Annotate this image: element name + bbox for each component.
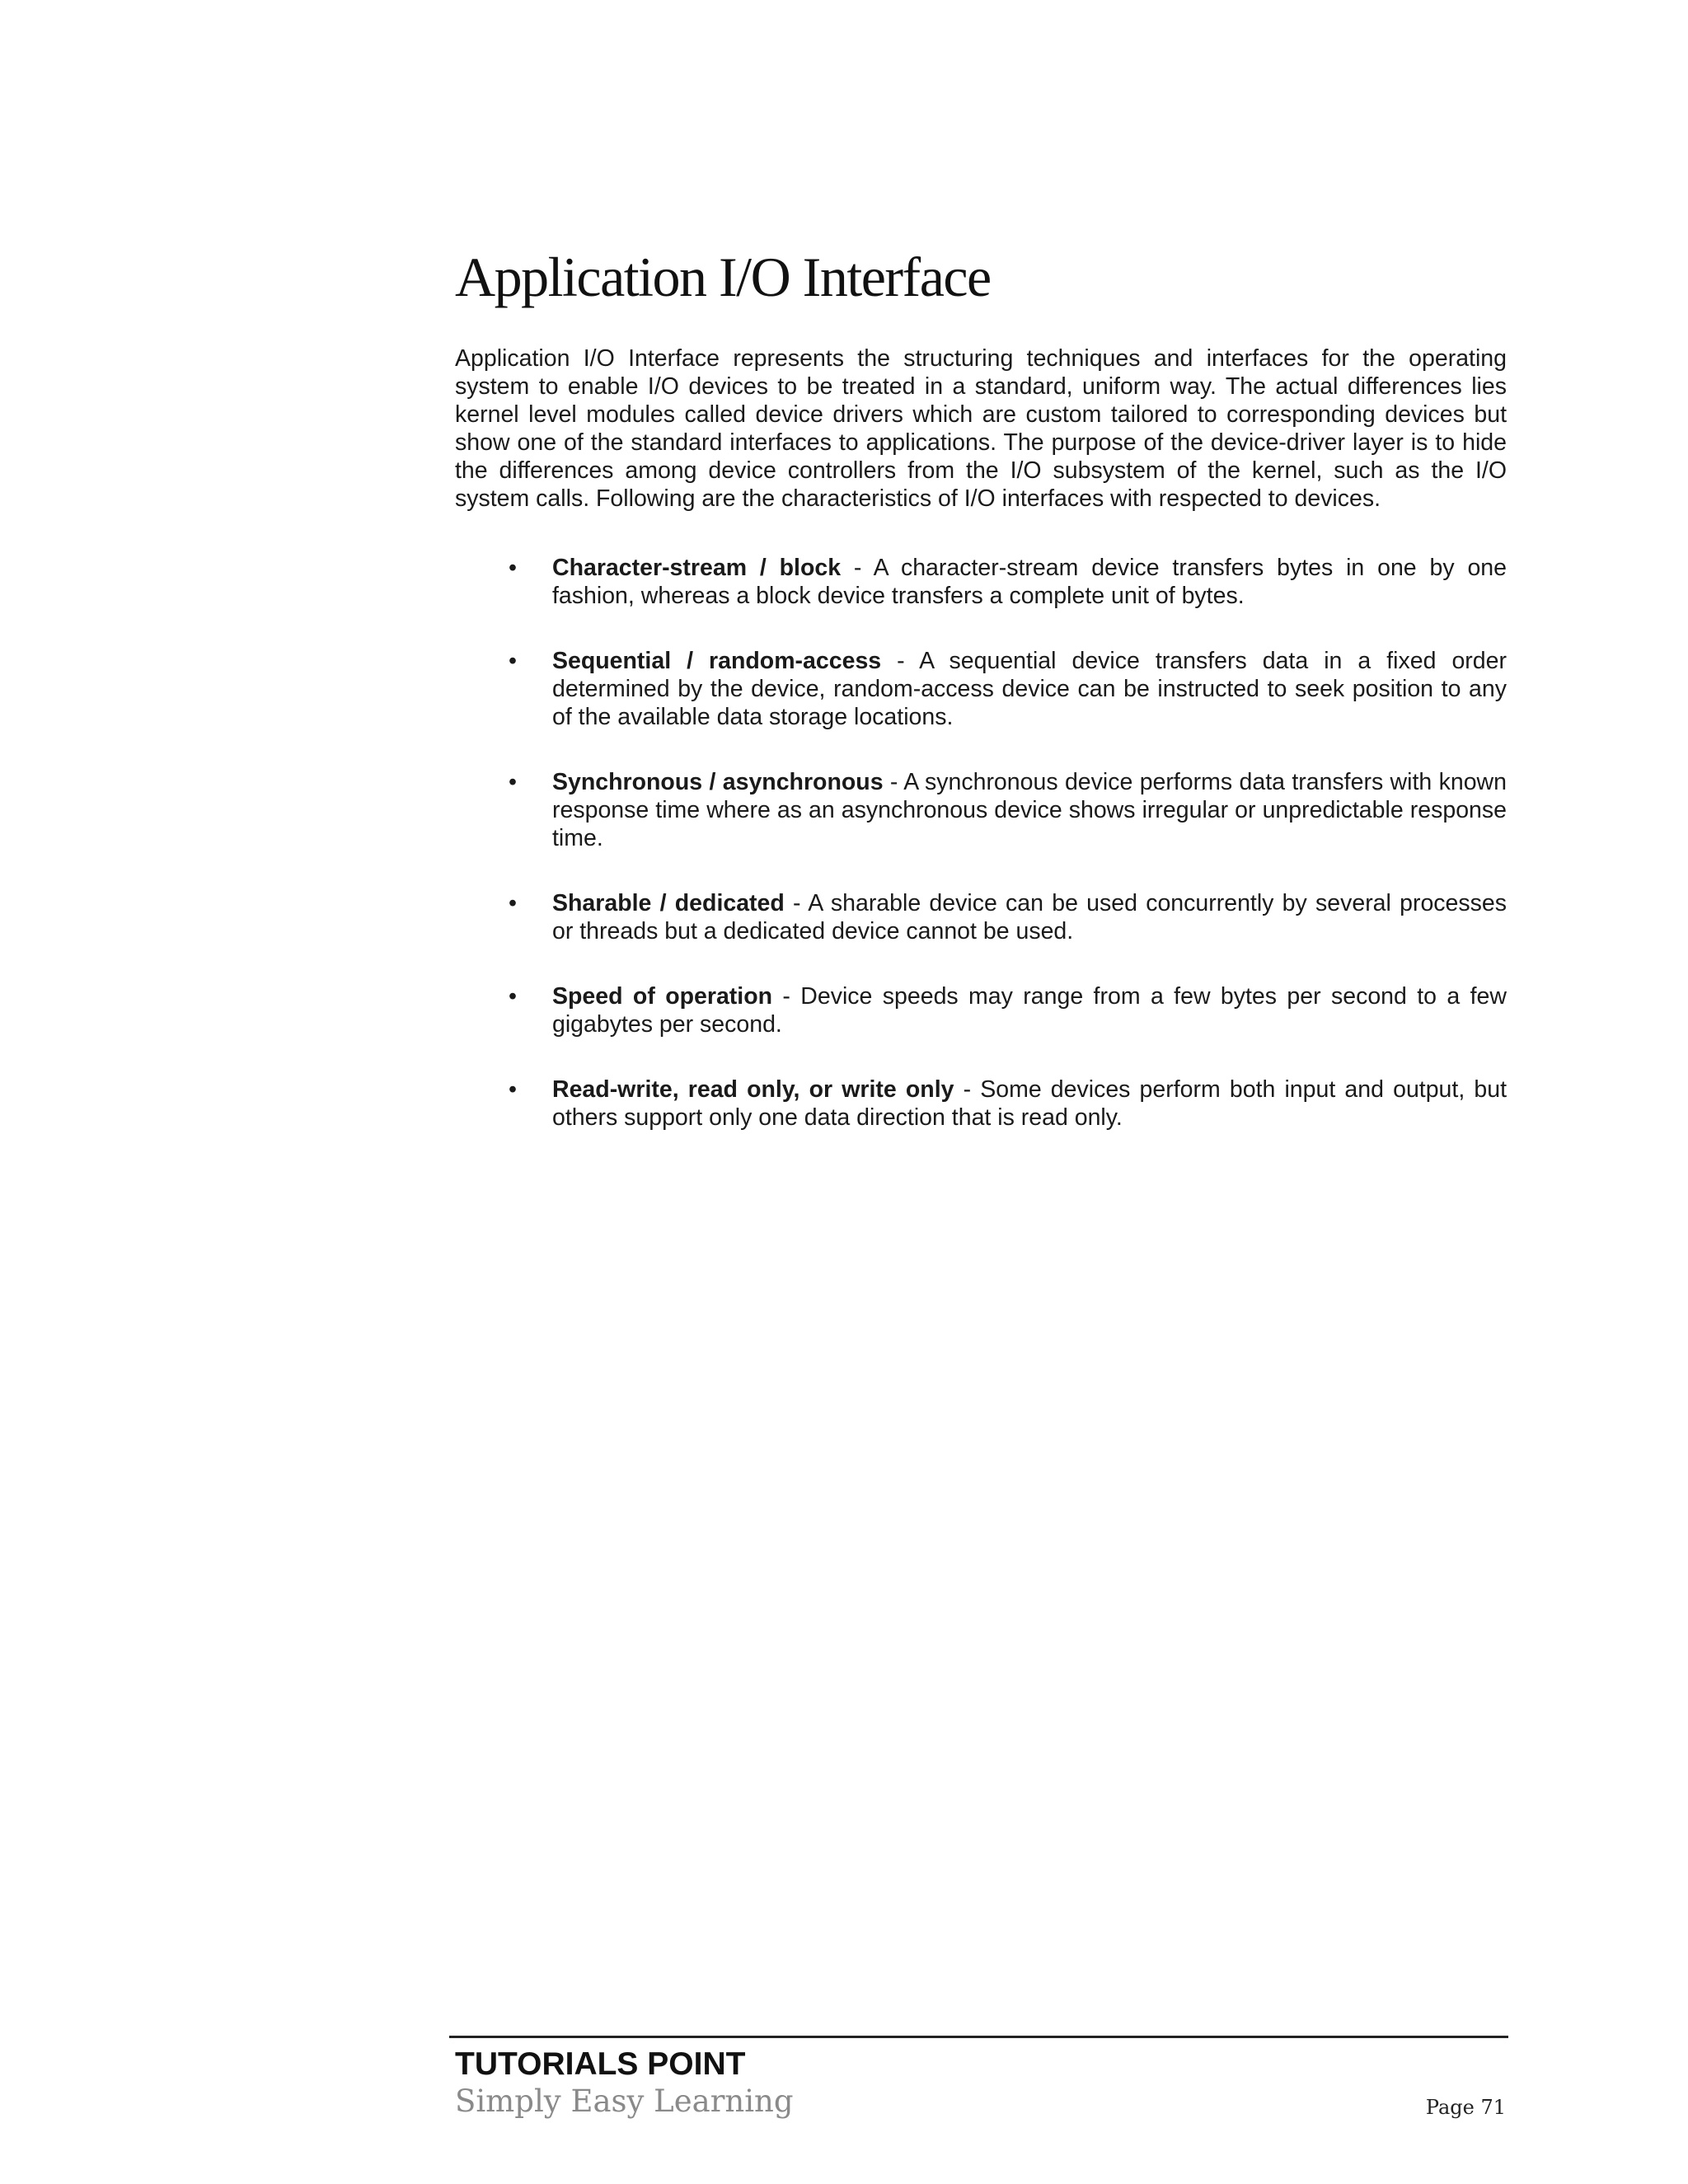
bullet-term: Speed of operation <box>552 983 773 1010</box>
list-item <box>455 647 1507 731</box>
bullet-icon: • <box>509 769 517 795</box>
bullet-icon: • <box>509 983 517 1010</box>
bullet-text: - Device speeds may range from a few bytes per second to a few gigabytes per second. <box>552 983 1507 1038</box>
bullet-text: - A character-stream device transfers bytes in one by one fashion, whereas a block device transfers a complete unit of bytes. <box>552 555 1507 609</box>
footer-tagline: Simply Easy Learning <box>455 2083 794 2119</box>
list-item <box>455 768 1507 852</box>
bullet-icon: • <box>509 648 517 674</box>
bullet-text: - A sequential device transfers data in a fixed order determined by the device, random-access device can be instructed to seek position to any of the available data storage locations. <box>552 648 1507 730</box>
list-item <box>455 554 1507 610</box>
bullet-icon: • <box>509 555 517 581</box>
footer-divider <box>449 2036 1508 2038</box>
bullet-term: Sharable / dedicated <box>552 890 785 916</box>
bullet-term: Sequential / random-access <box>552 648 882 674</box>
bullet-text: - A synchronous device performs data transfers with known response time where as an asynchronous device shows irregular or unpredictable response time. <box>552 769 1507 851</box>
bullet-term: Synchronous / asynchronous <box>552 769 884 795</box>
footer-brand: TUTORIALS POINT <box>455 2046 746 2082</box>
bullet-icon: • <box>509 890 517 916</box>
bullet-text: - A sharable device can be used concurrently by several processes or threads but a dedicated device cannot be used. <box>552 890 1507 944</box>
list-item <box>455 1076 1507 1132</box>
document-body <box>455 344 1507 1169</box>
bullet-term: Character-stream / block <box>552 555 842 581</box>
intro-paragraph: Application I/O Interface represents the structuring techniques and interfaces for the operating system to enable I/O devices to be treated in a standard, uniform way. The actual differences lies kernel level modules called device drivers which are custom tailored to corresponding devices but show one of the standard interfaces to applications. The purpose of the device-driver layer is to hide the differences among device controllers from the I/O subsystem of the kernel, such as the I/O system calls. Following are the characteristics of I/O interfaces with respected to devices. <box>455 345 1507 512</box>
page-title: Application I/O Interface <box>455 246 991 308</box>
bullet-icon: • <box>509 1076 517 1103</box>
bullet-term: Read-write, read only, or write only <box>552 1076 954 1103</box>
page-number: Page 71 <box>1425 2096 1506 2119</box>
list-item <box>455 982 1507 1038</box>
list-item <box>455 889 1507 945</box>
characteristics-list <box>455 554 1507 1132</box>
bullet-text: - Some devices perform both input and output, but others support only one data direction that is read only. <box>552 1076 1507 1131</box>
